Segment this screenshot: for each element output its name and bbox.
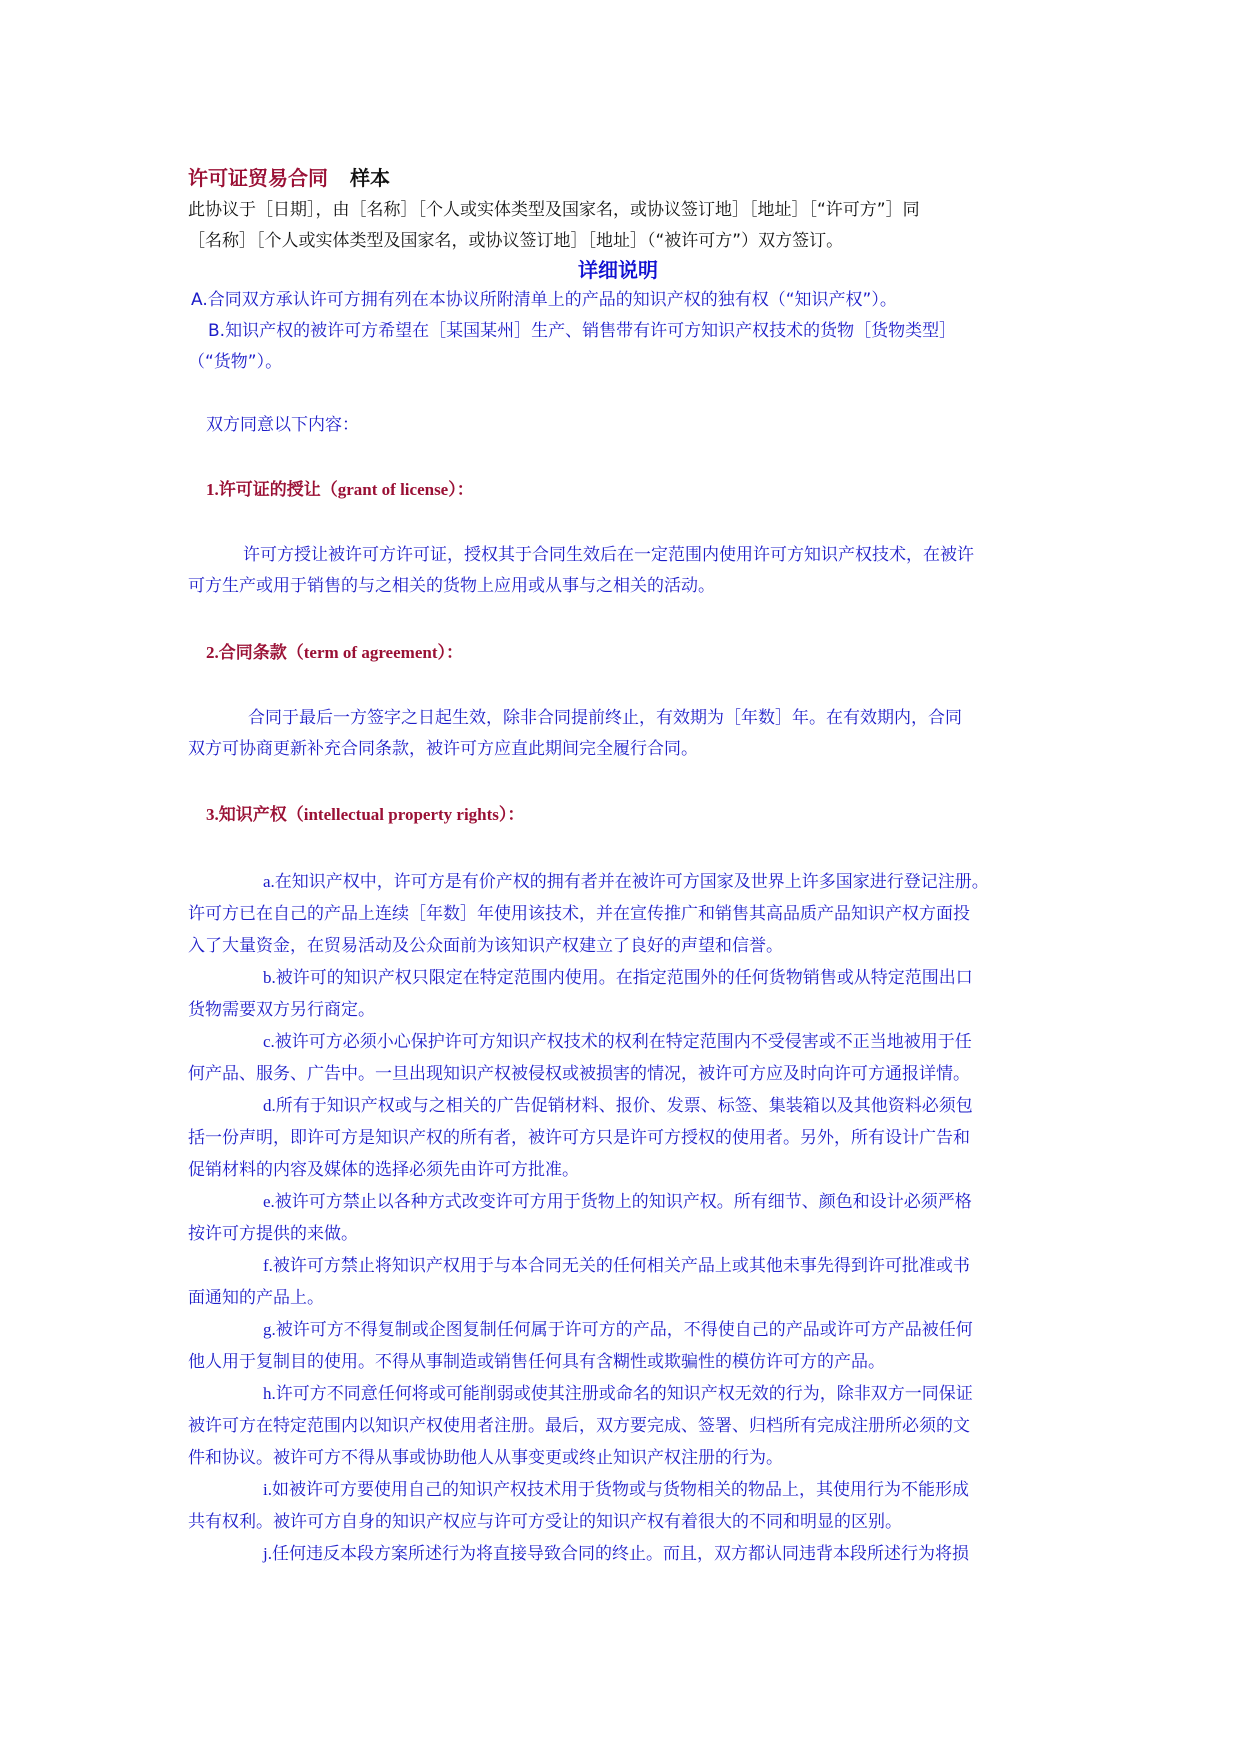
clause-g-line-1: g.被许可方不得复制或企图复制任何属于许可方的产品，不得使自己的产品或许可方产品被任何 [263,1320,973,1340]
section-2-para-line-2: 双方可协商更新补充合同条款，被许可方应直此期间完全履行合同。 [188,739,698,759]
section-2-para-line-1: 合同于最后一方签字之日起生效，除非合同提前终止，有效期为［年数］年。在有效期内，合同 [248,708,962,728]
clause-j-line-1: j.任何违反本段方案所述行为将直接导致合同的终止。而且，双方都认同违背本段所述行为将损 [263,1544,969,1564]
clause-d-line-1: d.所有于知识产权或与之相关的广告促销材料、报价、发票、标签、集装箱以及其他资料必须包 [263,1096,973,1116]
section-1-para-line-1: 许可方授让被许可方许可证，授权其于合同生效后在一定范围内使用许可方知识产权技术，在被许 [243,545,974,565]
clause-e-line-1: e.被许可方禁止以各种方式改变许可方用于货物上的知识产权。所有细节、颜色和设计必须严格 [263,1192,972,1212]
clause-f-line-1: f.被许可方禁止将知识产权用于与本合同无关的任何相关产品上或其他未事先得到许可批准或书 [263,1256,970,1276]
section-1-heading: 1.许可证的授让（grant of license）： [206,480,474,500]
document-title [188,168,390,188]
clause-d-line-3: 促销材料的内容及媒体的选择必须先由许可方批准。 [188,1160,579,1180]
clause-a-line-3: 入了大量资金，在贸易活动及公众面前为该知识产权建立了良好的声望和信誉。 [188,936,783,956]
clause-h-line-1: h.许可方不同意任何将或可能削弱或使其注册或命名的知识产权无效的行为，除非双方一同保证 [263,1384,973,1404]
clause-a-line-2: 许可方已在自己的产品上连续［年数］年使用该技术，并在宣传推广和销售其高品质产品知识产权方面投 [188,904,970,924]
title-sample: 样本 [350,166,390,190]
agreement-lead: 双方同意以下内容： [206,415,359,435]
intro-line-2: ［名称］［个人或实体类型及国家名，或协议签订地］［地址］（“被许可方”）双方签订。 [188,231,844,251]
intro-line-1: 此协议于［日期］，由［名称］［个人或实体类型及国家名，或协议签订地］［地址］［“许可方”］同 [188,200,920,220]
clause-i-line-1: i.如被许可方要使用自己的知识产权技术用于货物或与货物相关的物品上，其使用行为不能形成 [263,1480,969,1500]
clause-h-line-2: 被许可方在特定范围内以知识产权使用者注册。最后，双方要完成、签署、归档所有完成注册所必须的文 [188,1416,970,1436]
recital-b-line-1: B.知识产权的被许可方希望在［某国某州］生产、销售带有许可方知识产权技术的货物［货物类型］ [208,321,957,341]
clause-g-line-2: 他人用于复制目的使用。不得从事制造或销售任何具有含糊性或欺骗性的模仿许可方的产品。 [188,1352,885,1372]
title-main: 许可证贸易合同 [188,166,328,190]
details-heading: 详细说明 [578,258,658,282]
clause-e-line-2: 按许可方提供的来做。 [188,1224,358,1244]
clause-a-line-1: a.在知识产权中，许可方是有价产权的拥有者并在被许可方国家及世界上许多国家进行登记注册。 [263,872,989,892]
section-2-heading: 2.合同条款（term of agreement）： [206,643,463,663]
recital-a: A.合同双方承认许可方拥有列在本协议所附清单上的产品的知识产权的独有权（“知识产权”）。 [191,290,897,310]
clause-d-line-2: 括一份声明，即许可方是知识产权的所有者，被许可方只是许可方授权的使用者。另外，所有设计广告和 [188,1128,970,1148]
clause-b-line-1: b.被许可的知识产权只限定在特定范围内使用。在指定范围外的任何货物销售或从特定范围出口 [263,968,973,988]
clause-h-line-3: 件和协议。被许可方不得从事或协助他人从事变更或终止知识产权注册的行为。 [188,1448,783,1468]
clause-c-line-1: c.被许可方必须小心保护许可方知识产权技术的权利在特定范围内不受侵害或不正当地被用于任 [263,1032,972,1052]
clause-b-line-2: 货物需要双方另行商定。 [188,1000,375,1020]
section-1-para-line-2: 可方生产或用于销售的与之相关的货物上应用或从事与之相关的活动。 [188,576,715,596]
recital-b-line-2: （“货物”）。 [188,352,283,372]
clause-c-line-2: 何产品、服务、广告中。一旦出现知识产权被侵权或被损害的情况，被许可方应及时向许可方通报详情。 [188,1064,970,1084]
section-3-heading: 3.知识产权（intellectual property rights）： [206,805,525,825]
clause-f-line-2: 面通知的产品上。 [188,1288,324,1308]
clause-i-line-2: 共有权利。被许可方自身的知识产权应与许可方受让的知识产权有着很大的不同和明显的区别。 [188,1512,902,1532]
